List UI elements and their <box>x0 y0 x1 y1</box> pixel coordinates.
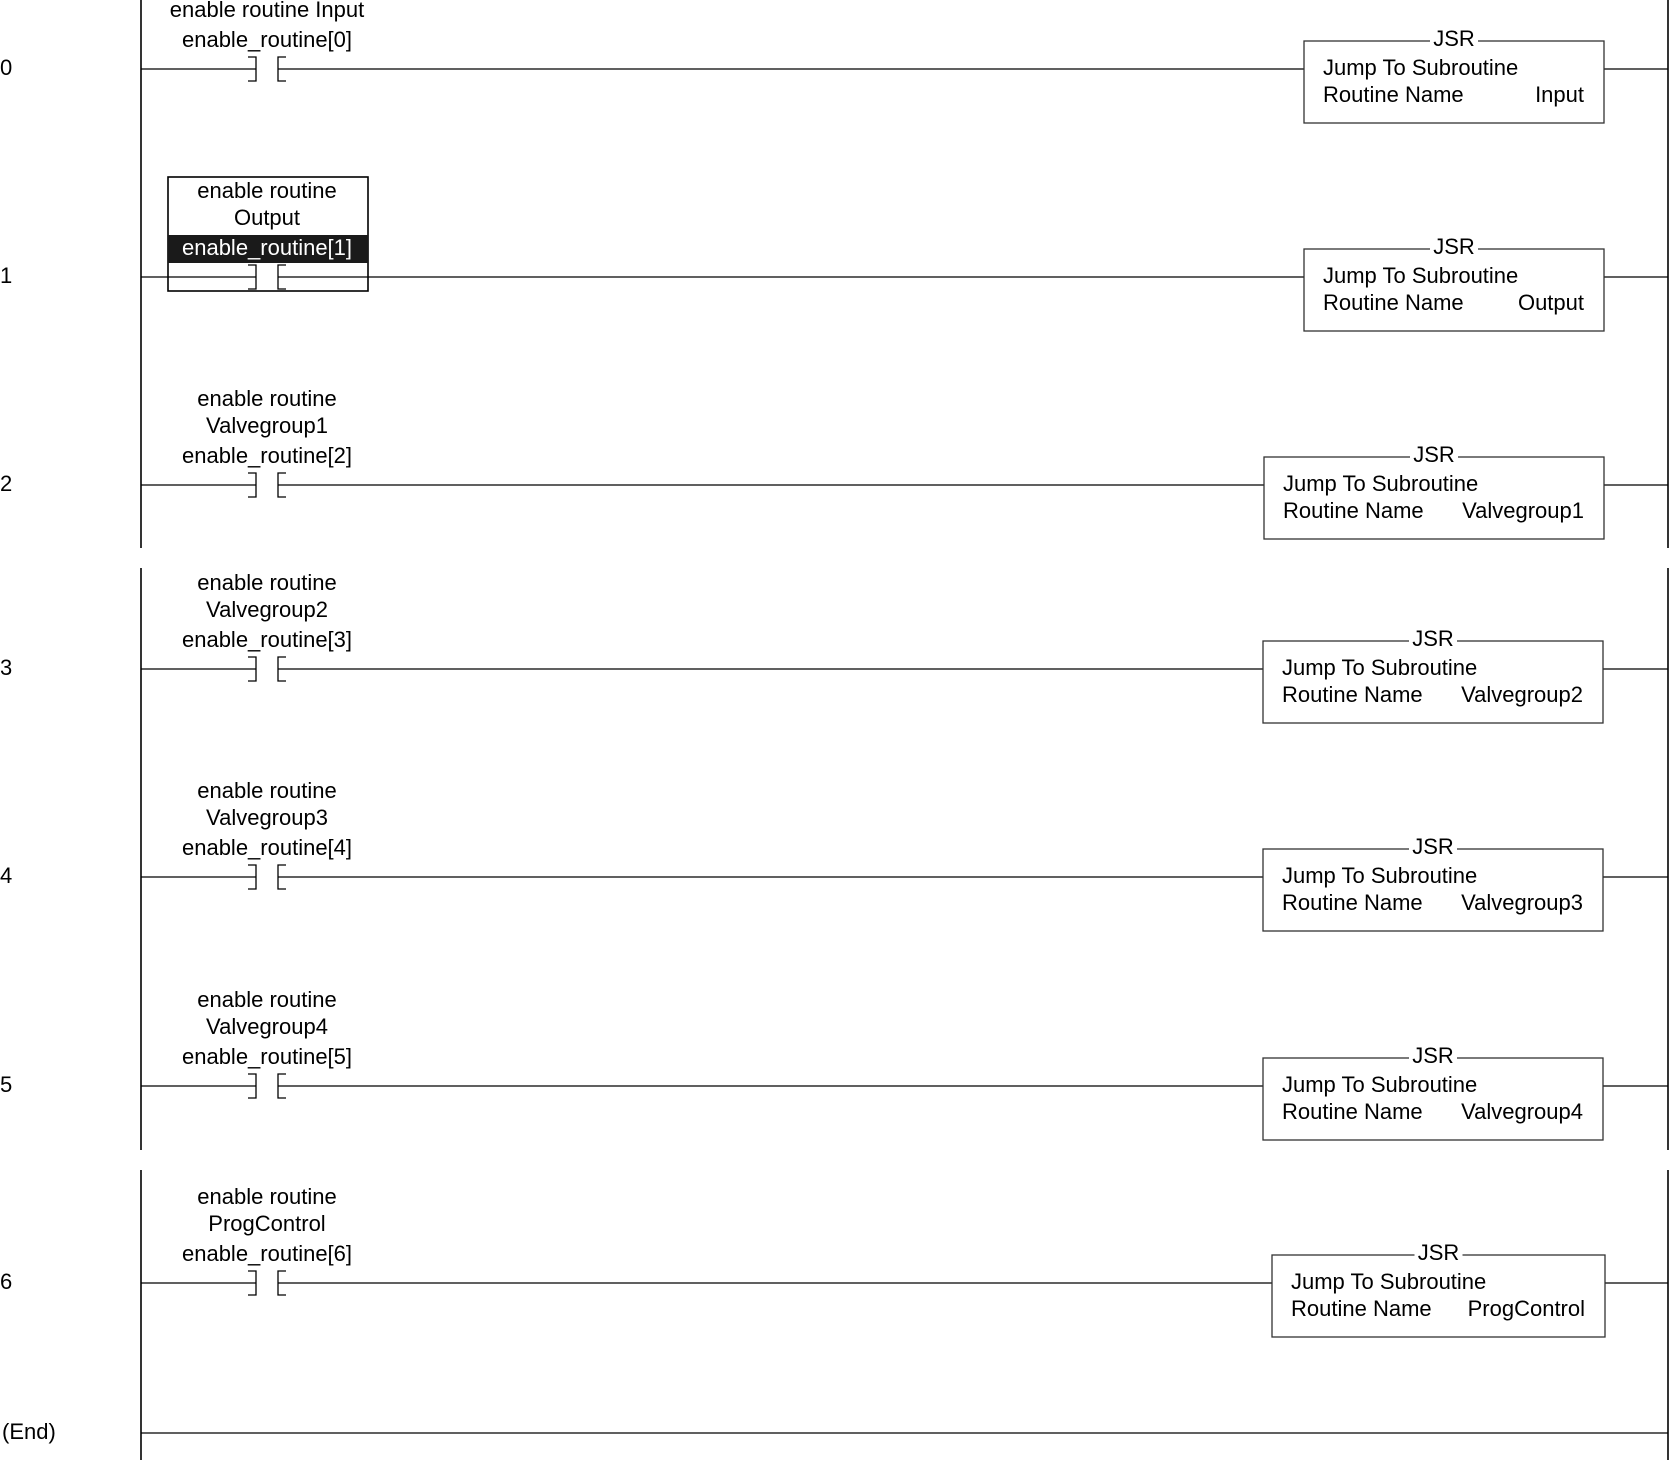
tag-name: enable_routine[6] <box>181 1240 353 1266</box>
jsr-instruction[interactable] <box>1272 1240 1605 1337</box>
tag-name: enable_routine[5] <box>181 1043 353 1069</box>
jsr-param-label: Routine Name <box>1282 889 1423 915</box>
jsr-param-label: Routine Name <box>1282 681 1423 707</box>
jsr-routine-name: ProgControl <box>1467 1295 1585 1321</box>
jsr-routine-name: Valvegroup1 <box>1462 497 1584 523</box>
jsr-instruction[interactable] <box>1263 1043 1603 1140</box>
jsr-instruction-name: Jump To Subroutine <box>1282 1071 1478 1097</box>
jsr-instruction[interactable] <box>1304 26 1604 123</box>
jsr-title: JSR <box>1412 1042 1454 1068</box>
tag-name: enable_routine[3] <box>181 626 353 652</box>
rung-number: 1 <box>0 262 13 288</box>
jsr-routine-name: Valvegroup4 <box>1461 1098 1583 1124</box>
rung-number: 6 <box>0 1268 13 1294</box>
tag-description: enable routine Input <box>169 0 365 22</box>
rung-number: 0 <box>0 54 13 80</box>
tag-description: enable routine <box>197 1183 337 1209</box>
tag-description: Valvegroup2 <box>206 596 328 622</box>
tag-description: Valvegroup1 <box>206 412 328 438</box>
jsr-param-label: Routine Name <box>1323 81 1464 107</box>
rung-5[interactable] <box>0 987 1668 1140</box>
rung-2[interactable] <box>0 386 1668 539</box>
end-rung <box>2 1419 1668 1444</box>
jsr-title: JSR <box>1433 233 1475 259</box>
jsr-instruction[interactable] <box>1304 234 1604 331</box>
tag-name: enable_routine[2] <box>181 442 353 468</box>
jsr-routine-name: Output <box>1517 289 1584 315</box>
jsr-instruction-name: Jump To Subroutine <box>1282 654 1478 680</box>
end-label: (End) <box>2 1418 56 1444</box>
jsr-instruction-name: Jump To Subroutine <box>1282 862 1478 888</box>
jsr-instruction-name: Jump To Subroutine <box>1323 262 1519 288</box>
jsr-routine-name: Input <box>1535 81 1584 107</box>
rung-number: 2 <box>0 470 13 496</box>
jsr-title: JSR <box>1412 833 1454 859</box>
tag-description: Output <box>233 204 301 230</box>
rung-number: 3 <box>0 654 13 680</box>
tag-description: Valvegroup3 <box>206 804 328 830</box>
jsr-param-label: Routine Name <box>1323 289 1464 315</box>
tag-name: enable_routine[1] <box>181 234 353 260</box>
rung-0[interactable] <box>0 0 1668 123</box>
tag-name: enable_routine[0] <box>181 26 353 52</box>
jsr-instruction-name: Jump To Subroutine <box>1283 470 1479 496</box>
rung-3[interactable] <box>0 570 1668 723</box>
tag-description: enable routine <box>197 569 337 595</box>
jsr-param-label: Routine Name <box>1282 1098 1423 1124</box>
jsr-routine-name: Valvegroup2 <box>1461 681 1583 707</box>
rung-1[interactable] <box>0 177 1668 331</box>
jsr-param-label: Routine Name <box>1291 1295 1432 1321</box>
jsr-instruction-name: Jump To Subroutine <box>1323 54 1519 80</box>
jsr-instruction[interactable] <box>1263 834 1603 931</box>
rung-6[interactable] <box>0 1184 1668 1337</box>
jsr-title: JSR <box>1413 441 1455 467</box>
rung-4[interactable] <box>0 778 1668 931</box>
jsr-title: JSR <box>1412 625 1454 651</box>
tag-name: enable_routine[4] <box>181 834 353 860</box>
jsr-param-label: Routine Name <box>1283 497 1424 523</box>
jsr-title: JSR <box>1433 25 1475 51</box>
tag-description: enable routine <box>197 385 337 411</box>
tag-description: enable routine <box>197 986 337 1012</box>
jsr-instruction[interactable] <box>1264 442 1604 539</box>
jsr-instruction-name: Jump To Subroutine <box>1291 1268 1487 1294</box>
rung-number: 4 <box>0 862 13 888</box>
rung-number: 5 <box>0 1071 13 1097</box>
tag-description: enable routine <box>197 177 337 203</box>
jsr-routine-name: Valvegroup3 <box>1461 889 1583 915</box>
tag-description: enable routine <box>197 777 337 803</box>
jsr-title: JSR <box>1417 1239 1460 1265</box>
tag-description: ProgControl <box>208 1210 326 1236</box>
jsr-instruction[interactable] <box>1263 626 1603 723</box>
tag-description: Valvegroup4 <box>206 1013 328 1039</box>
